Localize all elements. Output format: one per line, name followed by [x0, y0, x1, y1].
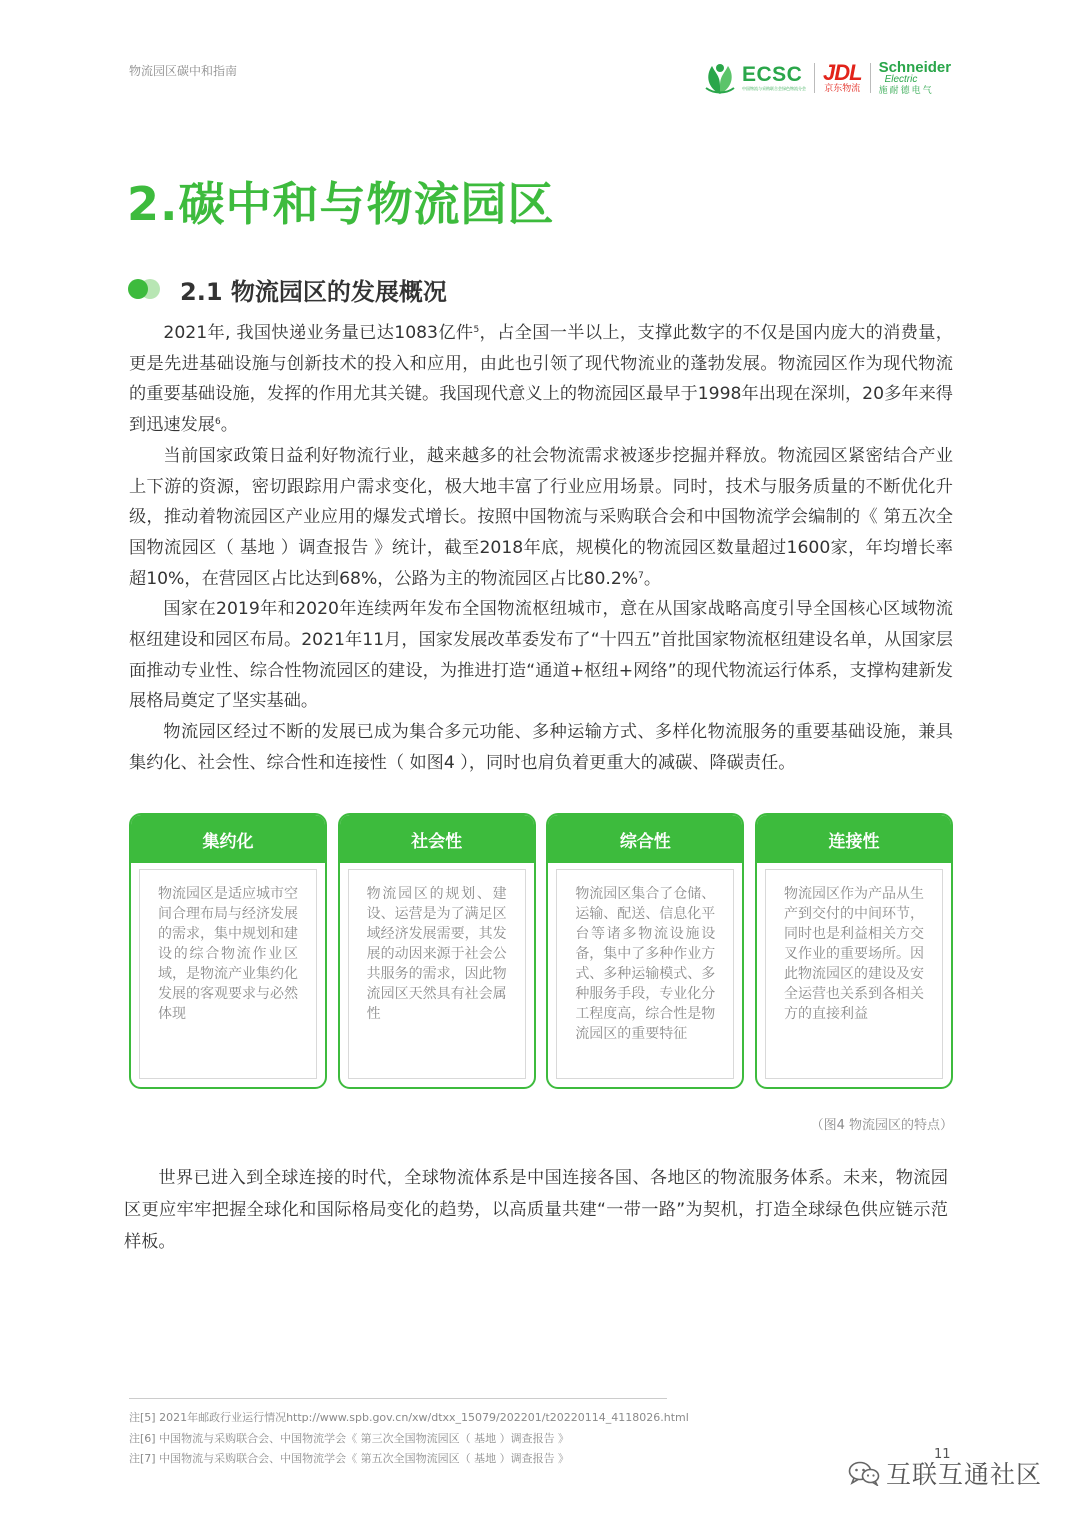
- ecsc-leaf-icon: [700, 58, 740, 98]
- feature-card-comprehensive: [546, 813, 744, 1089]
- jdl-logo: [823, 59, 862, 95]
- feature-card-connectivity: [755, 813, 953, 1089]
- feature-card-text: 物流园区集合了仓储、运输、配送、信息化平台等诸多物流设施设备，集中了多种作业方式、多种运输模式、多种服务手段，专业化分工程度高，综合性是物流园区的重要特征: [556, 869, 734, 1079]
- footnotes: [129, 1408, 689, 1470]
- wechat-icon: [848, 1460, 880, 1486]
- ecsc-logo: [700, 58, 806, 98]
- footnote-5: 注[5] 2021年邮政行业运行情况http://www.spb.gov.cn/xw/dtxx_15079/202201/t20220114_4118026.html: [129, 1411, 689, 1424]
- paragraph-1: 2021年, 我国快递业务量已达1083亿件$^5$，占全国一半以上，支撑此数字的不仅是国内庞大的消费量，更是先进基础设施与创新技术的投入和应用，由此也引领了现代物流业的蓬勃发展。物流园区作为现代物流的重要基础设施，发挥的作用尤其关键。我国现代意义上的物流园区最早于1998年出现在深圳，20多年来得到迅速发展$^6$。: [129, 323, 953, 436]
- paragraph-2: 当前国家政策日益利好物流行业，越来越多的社会物流需求被逐步挖掘并释放。物流园区紧密结合产业上下游的资源，密切跟踪用户需求变化，极大地丰富了行业应用场景。同时，技术与服务质量的不断优化升级，推动着物流园区产业应用的爆发式增长。按照中国物流与采购联合会和中国物流学会编制的《 第五次全国物流园区（ 基地 ）调查报告 》统计，截至2018年底，规模化的物流园区数量超过1600家，年均增长率超10%，在营园区占比达到68%，公路为主的物流园区占比80.2%$^7$。: [129, 445, 953, 589]
- schneider-electric: Electric: [884, 73, 918, 85]
- section-heading: [128, 272, 447, 306]
- schneider-name: Schneider: [878, 58, 952, 76]
- paragraph-3: 国家在2019年和2020年连续两年发布全国物流枢纽城市，意在从国家战略高度引导全国核心区域物流枢纽建设和园区布局。2021年11月，国家发展改革委发布了“十四五”首批国家物流枢纽建设名单，从国家层面推动专业性、综合性物流园区的建设，为推进打造“通道+枢纽+网络”的现代物流运行体系，支撑构建新发展格局奠定了坚实基础。: [129, 599, 953, 712]
- ecsc-subtitle: 中国物流与采购联合会绿色物流分会: [742, 86, 806, 91]
- feature-card-text: 物流园区作为产品从生产到交付的中间环节，同时也是利益相关方交叉作业的重要场所。因此物流园区的建设及安全运营也关系到各相关方的直接利益: [765, 869, 943, 1079]
- section-dots-icon: [128, 278, 164, 300]
- schneider-logo: [879, 60, 952, 97]
- chapter-title: 2.碳中和与物流园区: [127, 177, 555, 231]
- closing-text: [124, 1162, 948, 1258]
- body-text: [129, 318, 953, 779]
- watermark-text: 互联互通社区: [886, 1460, 1043, 1489]
- footnote-ref-6: 6: [214, 417, 221, 428]
- feature-card-text: 物流园区的规划、建设、运营是为了满足区域经济发展需要，其发展的动因来源于社会公共服务的需求，因此物流园区天然具有社会属性: [348, 869, 526, 1079]
- footnote-divider: [129, 1398, 667, 1399]
- features-figure: [129, 813, 953, 1089]
- section-title: 2.1 物流园区的发展概况: [180, 277, 447, 306]
- watermark: [848, 1455, 1042, 1491]
- footnote-ref-7: 7: [638, 570, 644, 581]
- footnote-ref-5: 5: [473, 325, 480, 335]
- feature-card-title: 综合性: [548, 815, 742, 863]
- schneider-cn: 施耐德电气: [878, 85, 934, 96]
- logo-divider: [814, 63, 815, 93]
- paragraph-4: 物流园区经过不断的发展已成为集合多元功能、多种运输方式、多样化物流服务的重要基础设施，兼具集约化、社会性、综合性和连接性（ 如图4 ），同时也肩负着更重大的减碳、降碳责任。: [129, 722, 953, 773]
- jdl-subtitle: 京东物流: [824, 83, 861, 94]
- paragraph-5: 世界已进入到全球连接的时代，全球物流体系是中国连接各国、各地区的物流服务体系。未来，物流园区更应牢牢把握全球化和国际格局变化的趋势，以高质量共建“一带一路”为契机，打造全球绿色供应链示范样板。: [124, 1168, 948, 1252]
- feature-card-text: 物流园区是适应城市空间合理布局与经济发展的需求，集中规划和建设的综合物流作业区域，是物流产业集约化发展的客观要求与必然体现: [139, 869, 317, 1079]
- feature-card-title: 连接性: [757, 815, 951, 863]
- feature-card-intensive: [129, 813, 327, 1089]
- jdl-mark: JDL: [823, 59, 862, 85]
- feature-card-social: [338, 813, 536, 1089]
- partner-logos: [700, 56, 951, 100]
- feature-card-title: 集约化: [131, 815, 325, 863]
- page-number: 11: [934, 1447, 951, 1462]
- logo-divider: [870, 63, 871, 93]
- figure-caption: （图4 物流园区的特点）: [810, 1118, 953, 1133]
- running-header: 物流园区碳中和指南: [129, 64, 238, 78]
- footnote-6: 注[6] 中国物流与采购联合会、中国物流学会《 第三次全国物流园区（ 基地 ）调查报告 》: [129, 1431, 570, 1445]
- footnote-7: 注[7] 中国物流与采购联合会、中国物流学会《 第五次全国物流园区（ 基地 ）调查报告 》: [129, 1452, 570, 1465]
- feature-card-title: 社会性: [340, 815, 534, 863]
- ecsc-name: ECSC: [742, 63, 803, 86]
